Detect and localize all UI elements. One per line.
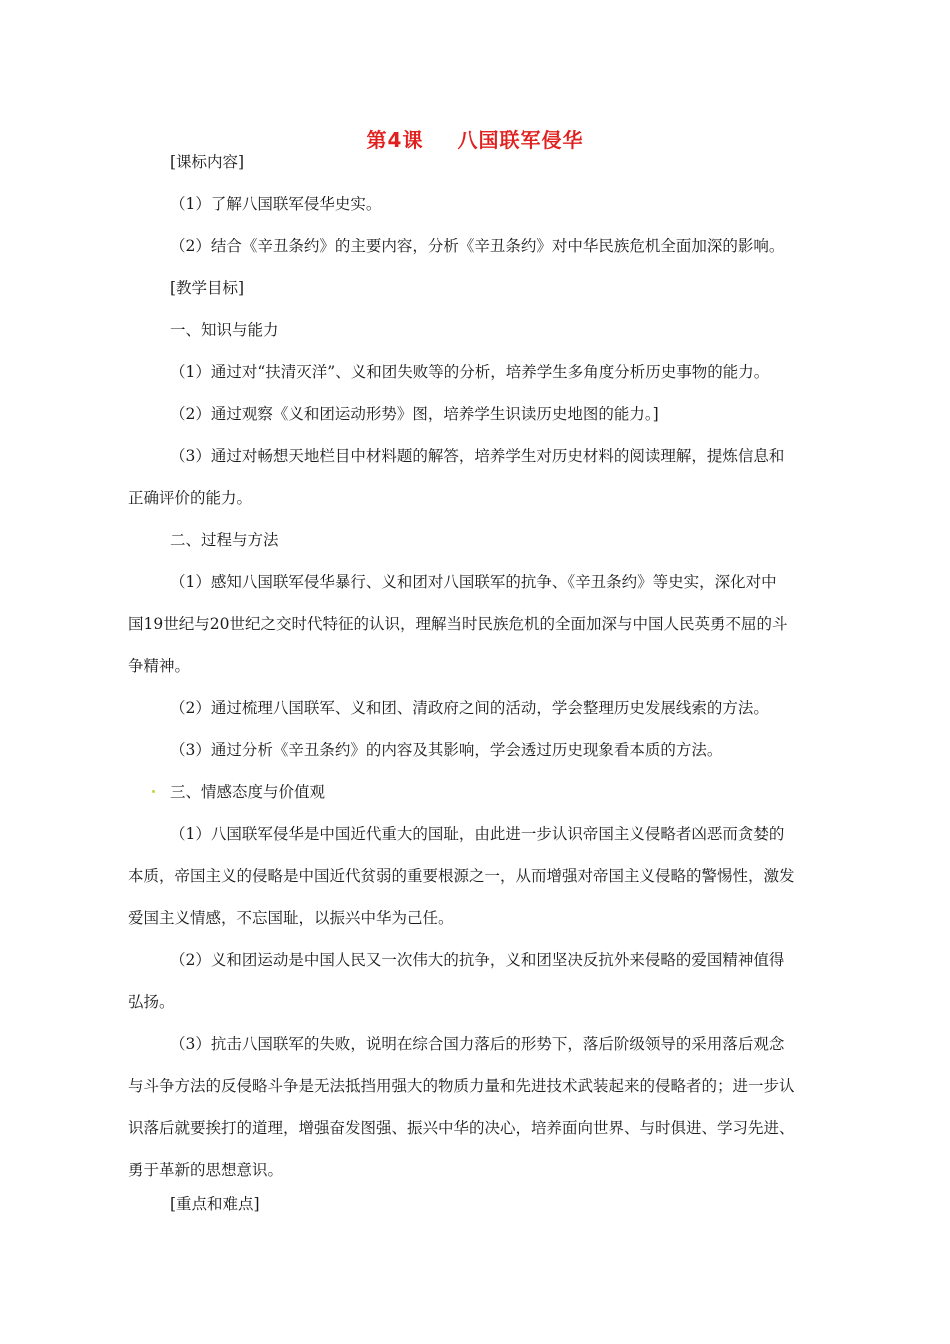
curriculum-item-2: （2）结合《辛丑条约》的主要内容，分析《辛丑条约》对中华民族危机全面加深的影响。 bbox=[170, 237, 785, 255]
process-heading: 二、过程与方法 bbox=[170, 531, 279, 549]
values-item-1-line-2: 本质，帝国主义的侵略是中国近代贫弱的重要根源之一，从而增强对帝国主义侵略的警惕性，激发 bbox=[128, 867, 795, 885]
knowledge-item-2: （2）通过观察《义和团运动形势》图，培养学生识读历史地图的能力。] bbox=[170, 405, 659, 423]
curriculum-item-1: （1）了解八国联军侵华史实。 bbox=[170, 195, 382, 213]
knowledge-heading: 一、知识与能力 bbox=[170, 321, 279, 339]
values-item-3-line-4: 勇于革新的思想意识。 bbox=[128, 1161, 284, 1179]
keypoints-heading: [重点和难点] bbox=[170, 1195, 260, 1213]
goals-heading: [教学目标] bbox=[170, 279, 245, 297]
values-heading: 三、情感态度与价值观 bbox=[170, 783, 326, 801]
values-item-3-line-1: （3）抗击八国联军的失败，说明在综合国力落后的形势下，落后阶级领导的采用落后观念 bbox=[170, 1035, 785, 1053]
curriculum-heading: [课标内容] bbox=[170, 153, 245, 171]
process-item-1-line-2: 国19世纪与20世纪之交时代特征的认识，理解当时民族危机的全面加深与中国人民英勇不屈的斗 bbox=[128, 615, 788, 633]
process-item-1-line-3: 争精神。 bbox=[128, 657, 191, 675]
lesson-number: 第4课 bbox=[366, 128, 424, 152]
values-item-2-line-1: （2）义和团运动是中国人民又一次伟大的抗争，义和团坚决反抗外来侵略的爱国精神值得 bbox=[170, 951, 785, 969]
values-item-3-line-2: 与斗争方法的反侵略斗争是无法抵挡用强大的物质力量和先进技术武装起来的侵略者的；进一步认 bbox=[128, 1077, 795, 1095]
values-item-1-line-1: （1）八国联军侵华是中国近代重大的国耻，由此进一步认识帝国主义侵略者凶恶而贪婪的 bbox=[170, 825, 785, 843]
values-item-2-line-2: 弘扬。 bbox=[128, 993, 175, 1011]
knowledge-item-3-line-1: （3）通过对畅想天地栏目中材料题的解答，培养学生对历史材料的阅读理解，提炼信息和 bbox=[170, 447, 785, 465]
speck-mark bbox=[152, 790, 155, 793]
process-item-3: （3）通过分析《辛丑条约》的内容及其影响，学会透过历史现象看本质的方法。 bbox=[170, 741, 723, 759]
knowledge-item-1: （1）通过对“扶清灭洋”、义和团失败等的分析，培养学生多角度分析历史事物的能力。 bbox=[170, 363, 770, 381]
process-item-2: （2）通过梳理八国联军、义和团、清政府之间的活动，学会整理历史发展线索的方法。 bbox=[170, 699, 769, 717]
values-item-1-line-3: 爱国主义情感，不忘国耻，以振兴中华为己任。 bbox=[128, 909, 454, 927]
values-item-3-line-3: 识落后就要挨打的道理，增强奋发图强、振兴中华的决心，培养面向世界、与时俱进、学习先进、 bbox=[128, 1119, 795, 1137]
process-item-1-line-1: （1）感知八国联军侵华暴行、义和团对八国联军的抗争、《辛丑条约》等史实，深化对中 bbox=[170, 573, 777, 591]
lesson-name: 八国联军侵华 bbox=[457, 128, 584, 152]
knowledge-item-3-line-2: 正确评价的能力。 bbox=[128, 489, 253, 507]
lesson-title bbox=[0, 124, 950, 153]
